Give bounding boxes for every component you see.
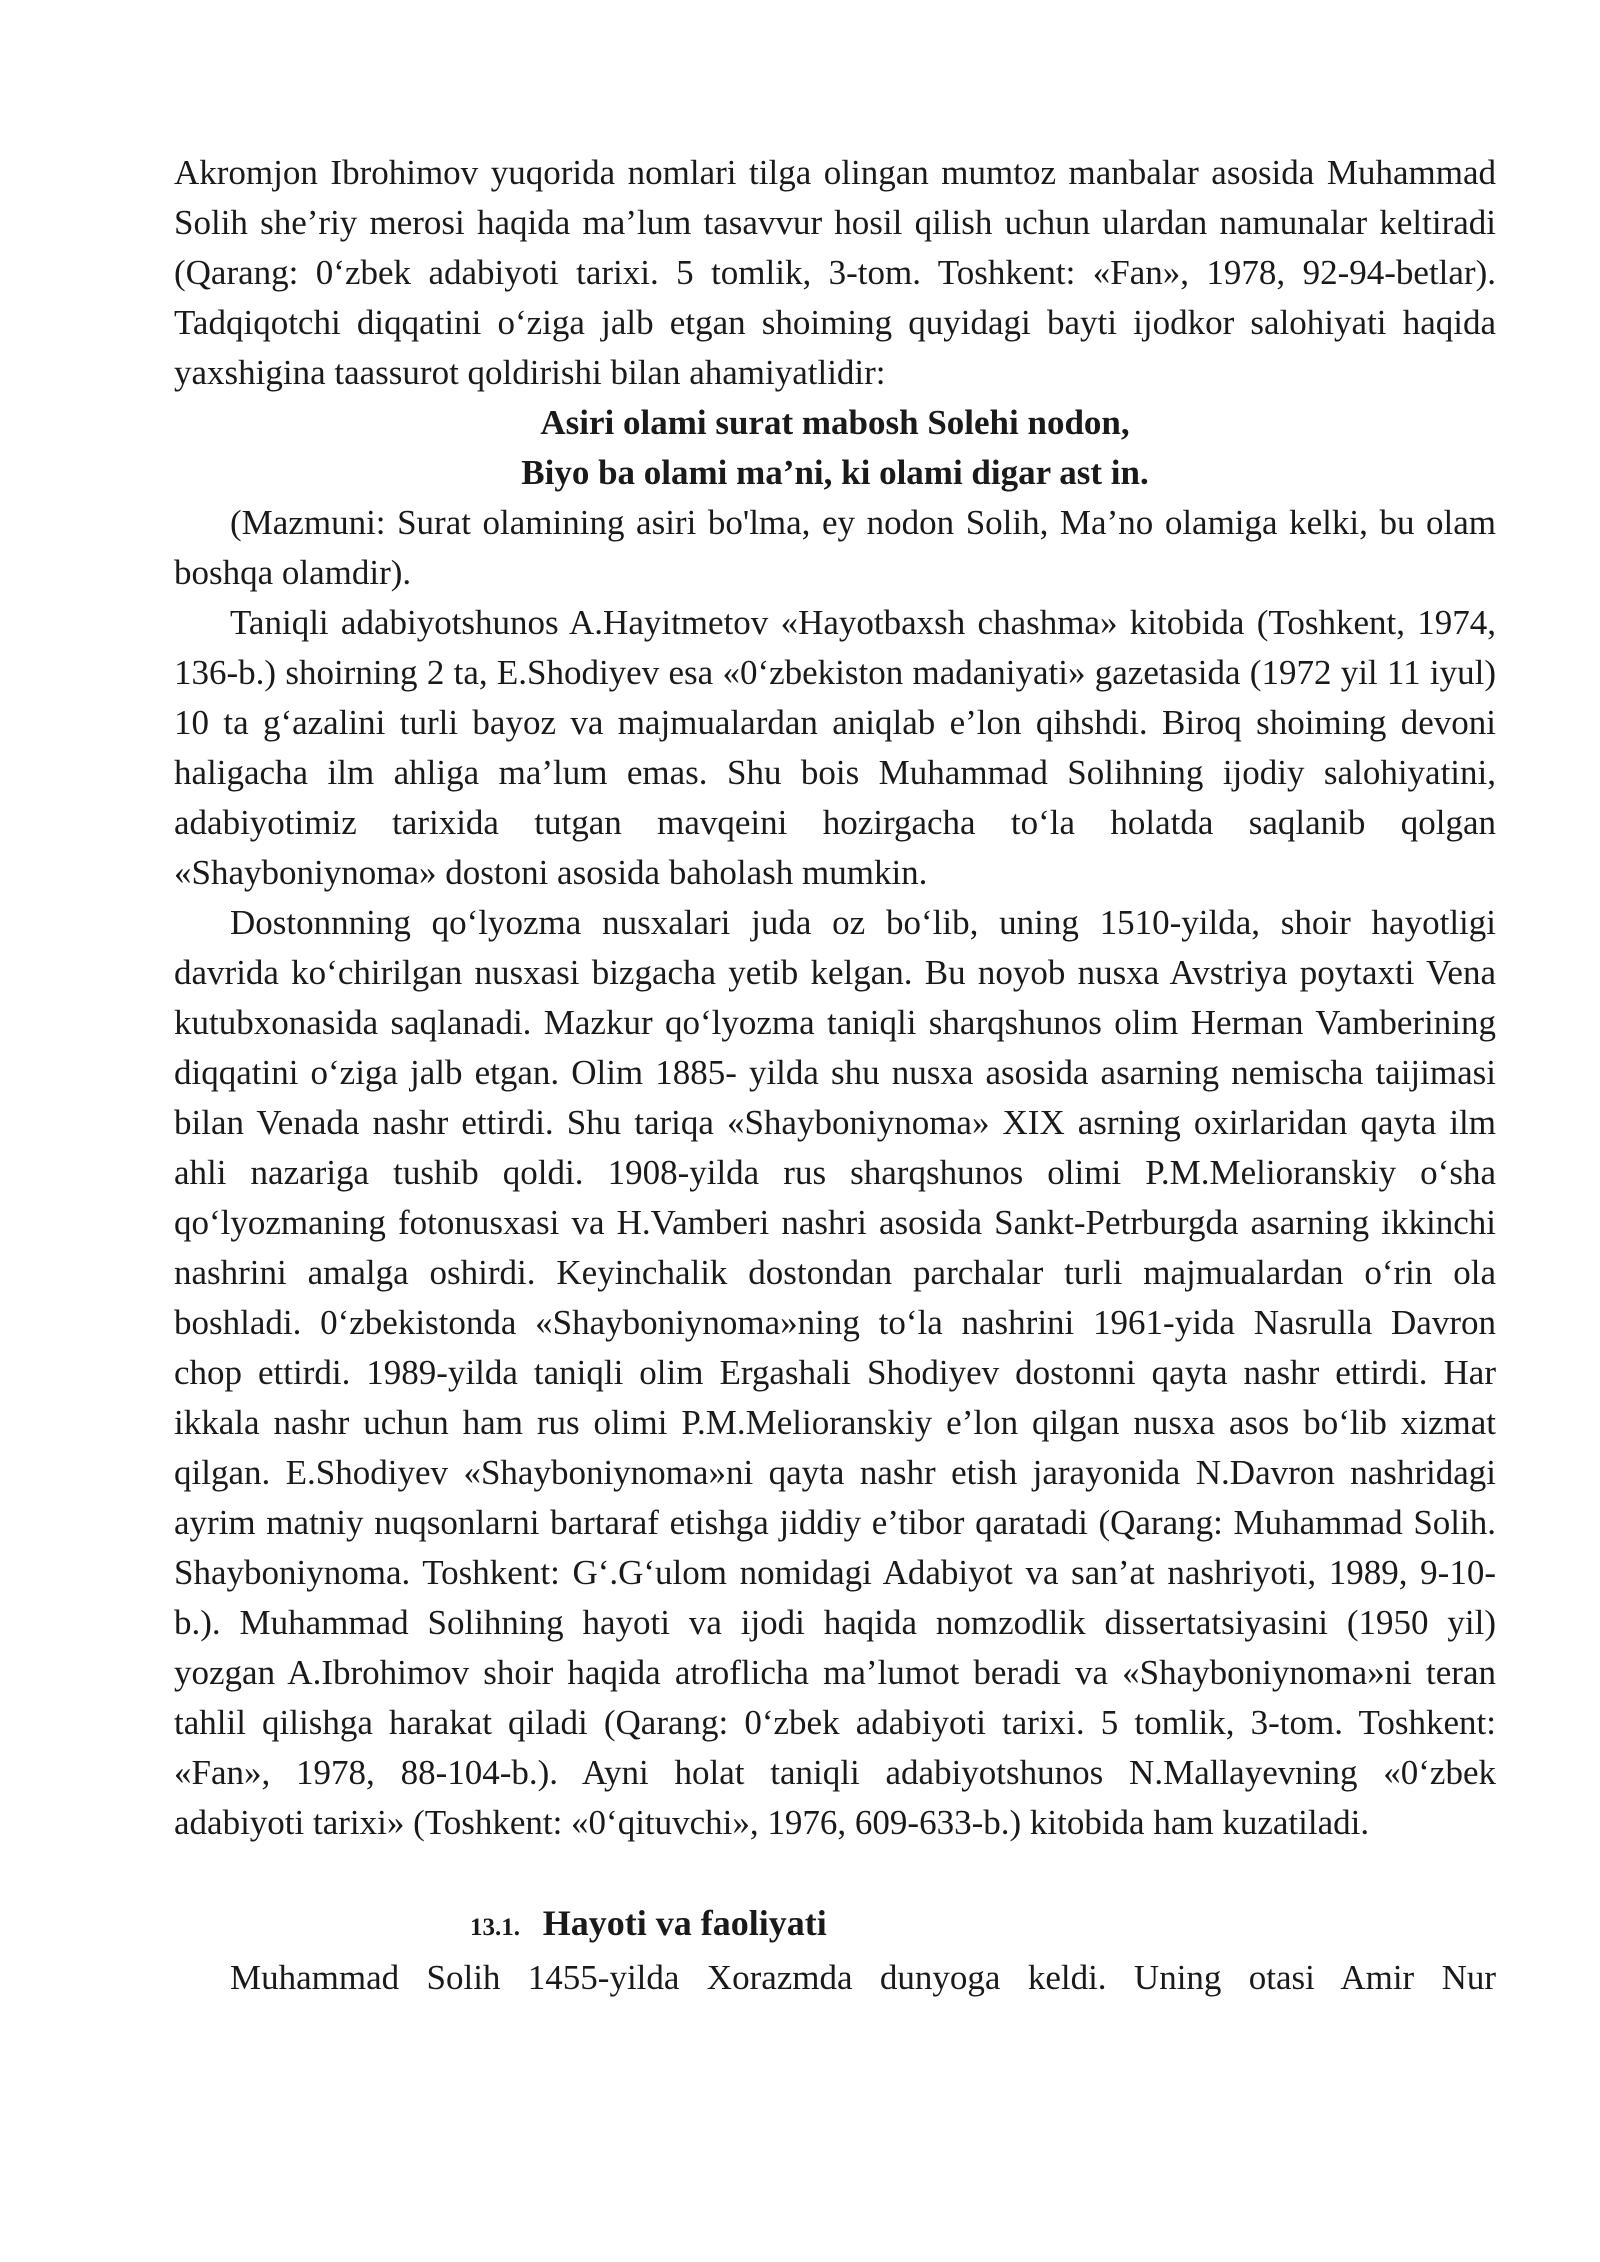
verse-line-2: Biyo ba olami ma’ni, ki olami digar ast in. xyxy=(521,453,1149,492)
paragraph-meaning: (Mazmuni: Surat olamining asiri bo'lma, ey nodon Solih, Ma’no olamiga kelki, bu olam boshqa olamdir). xyxy=(174,503,1496,592)
document-page xyxy=(174,148,1496,2003)
paragraph-intro: Akromjon Ibrohimov yuqorida nomlari tilga olingan mumtoz manbalar asosida Muhammad Solih she’riy merosi haqida ma’lum tasavvur hosil qilish uchun ulardan namunalar keltiradi (Qarang: 0‘zbek adabiyoti tarixi. 5 tomlik, 3-tom. Toshkent: «Fan», 1978, 92-94-betlar). Tadqiqotchi diqqatini o‘ziga jalb etgan shoiming quyidagi bayti ijodkor salohiyati haqida yaxshigina taassurot qoldirishi bilan ahamiyatlidir: xyxy=(174,153,1496,392)
paragraph-biography: Muhammad Solih 1455-yilda Xorazmda dunyoga keldi. Uning otasi Amir Nur xyxy=(230,1958,1496,1997)
verse-line-1: Asiri olami surat mabosh Solehi nodon, xyxy=(540,403,1130,442)
section-number: 13.1. xyxy=(470,1914,520,1941)
paragraph-hayitmetov: Taniqli adabiyotshunos A.Hayitmetov «Hayotbaxsh chashma» kitobida (Toshkent, 1974, 136-b.) shoirning 2 ta, E.Shodiyev esa «0‘zbekiston madaniyati» gazetasida (1972 yil 11 iyul) 10 ta g‘azalini turli bayoz va majmualardan aniqlab e’lon qihshdi. Biroq shoiming devoni haligacha ilm ahliga ma’lum emas. Shu bois Muhammad Solihning ijodiy salohiyatini, adabiyotimiz tarixida tutgan mavqeini hozirgacha to‘la holatda saqlanib qolgan «Shayboniynoma» dostoni asosida baholash mumkin. xyxy=(174,603,1496,892)
section-heading xyxy=(174,1898,1496,1953)
paragraph-manuscripts: Dostonnning qo‘lyozma nusxalari juda oz bo‘lib, uning 1510-yilda, shoir hayotligi davrida ko‘chirilgan nusxasi bizgacha yetib kelgan. Bu noyob nusxa Avstriya poytaxti Vena kutubxonasida saqlanadi. Mazkur qo‘lyozma taniqli sharqshunos olim Herman Vamberining diqqatini o‘ziga jalb etgan. Olim 1885- yilda shu nusxa asosida asarning nemischa taijimasi bilan Venada nashr ettirdi. Shu tariqa «Shayboniynoma» XIX asrning oxirlaridan qayta ilm ahli nazariga tushib qoldi. 1908-yilda rus sharqshunos olimi P.M.Melioranskiy o‘sha qo‘lyozmaning fotonusxasi va H.Vamberi nashri asosida Sankt-Petrburgda asarning ikkinchi nashrini amalga oshirdi. Keyinchalik dostondan parchalar turli majmualardan o‘rin ola boshladi. 0‘zbekistonda «Shayboniynoma»ning to‘la nashrini 1961-yida Nasrulla Davron chop ettirdi. 1989-yilda taniqli olim Ergashali Shodiyev dostonni qayta nashr ettirdi. Har ikkala nashr uchun ham rus olimi P.M.Melioranskiy e’lon qilgan nusxa asos bo‘lib xizmat qilgan. E.Shodiyev «Shayboniynoma»ni qayta nashr etish jarayonida N.Davron nashridagi ayrim matniy nuqsonlarni bartaraf etishga jiddiy e’tibor qaratadi (Qarang: Muhammad Solih. Shayboniynoma. Toshkent: G‘.G‘ulom nomidagi Adabiyot va san’at nashriyoti, 1989, 9-10-b.). Muhammad Solihning hayoti va ijodi haqida nomzodlik dissertatsiyasini (1950 yil) yozgan A.Ibrohimov shoir haqida atroflicha ma’lumot beradi va «Shayboniynoma»ni teran tahlil qilishga harakat qiladi (Qarang: 0‘zbek adabiyoti tarixi. 5 tomlik, 3-tom. Toshkent: «Fan», 1978, 88-104-b.). Ayni holat taniqli adabiyotshunos N.Mallayevning «0‘zbek adabiyoti tarixi» (Toshkent: «0‘qituvchi», 1976, 609-633-b.) kitobida ham kuzatiladi. xyxy=(174,903,1496,1842)
section-title: Hayoti va faoliyati xyxy=(542,1903,827,1943)
